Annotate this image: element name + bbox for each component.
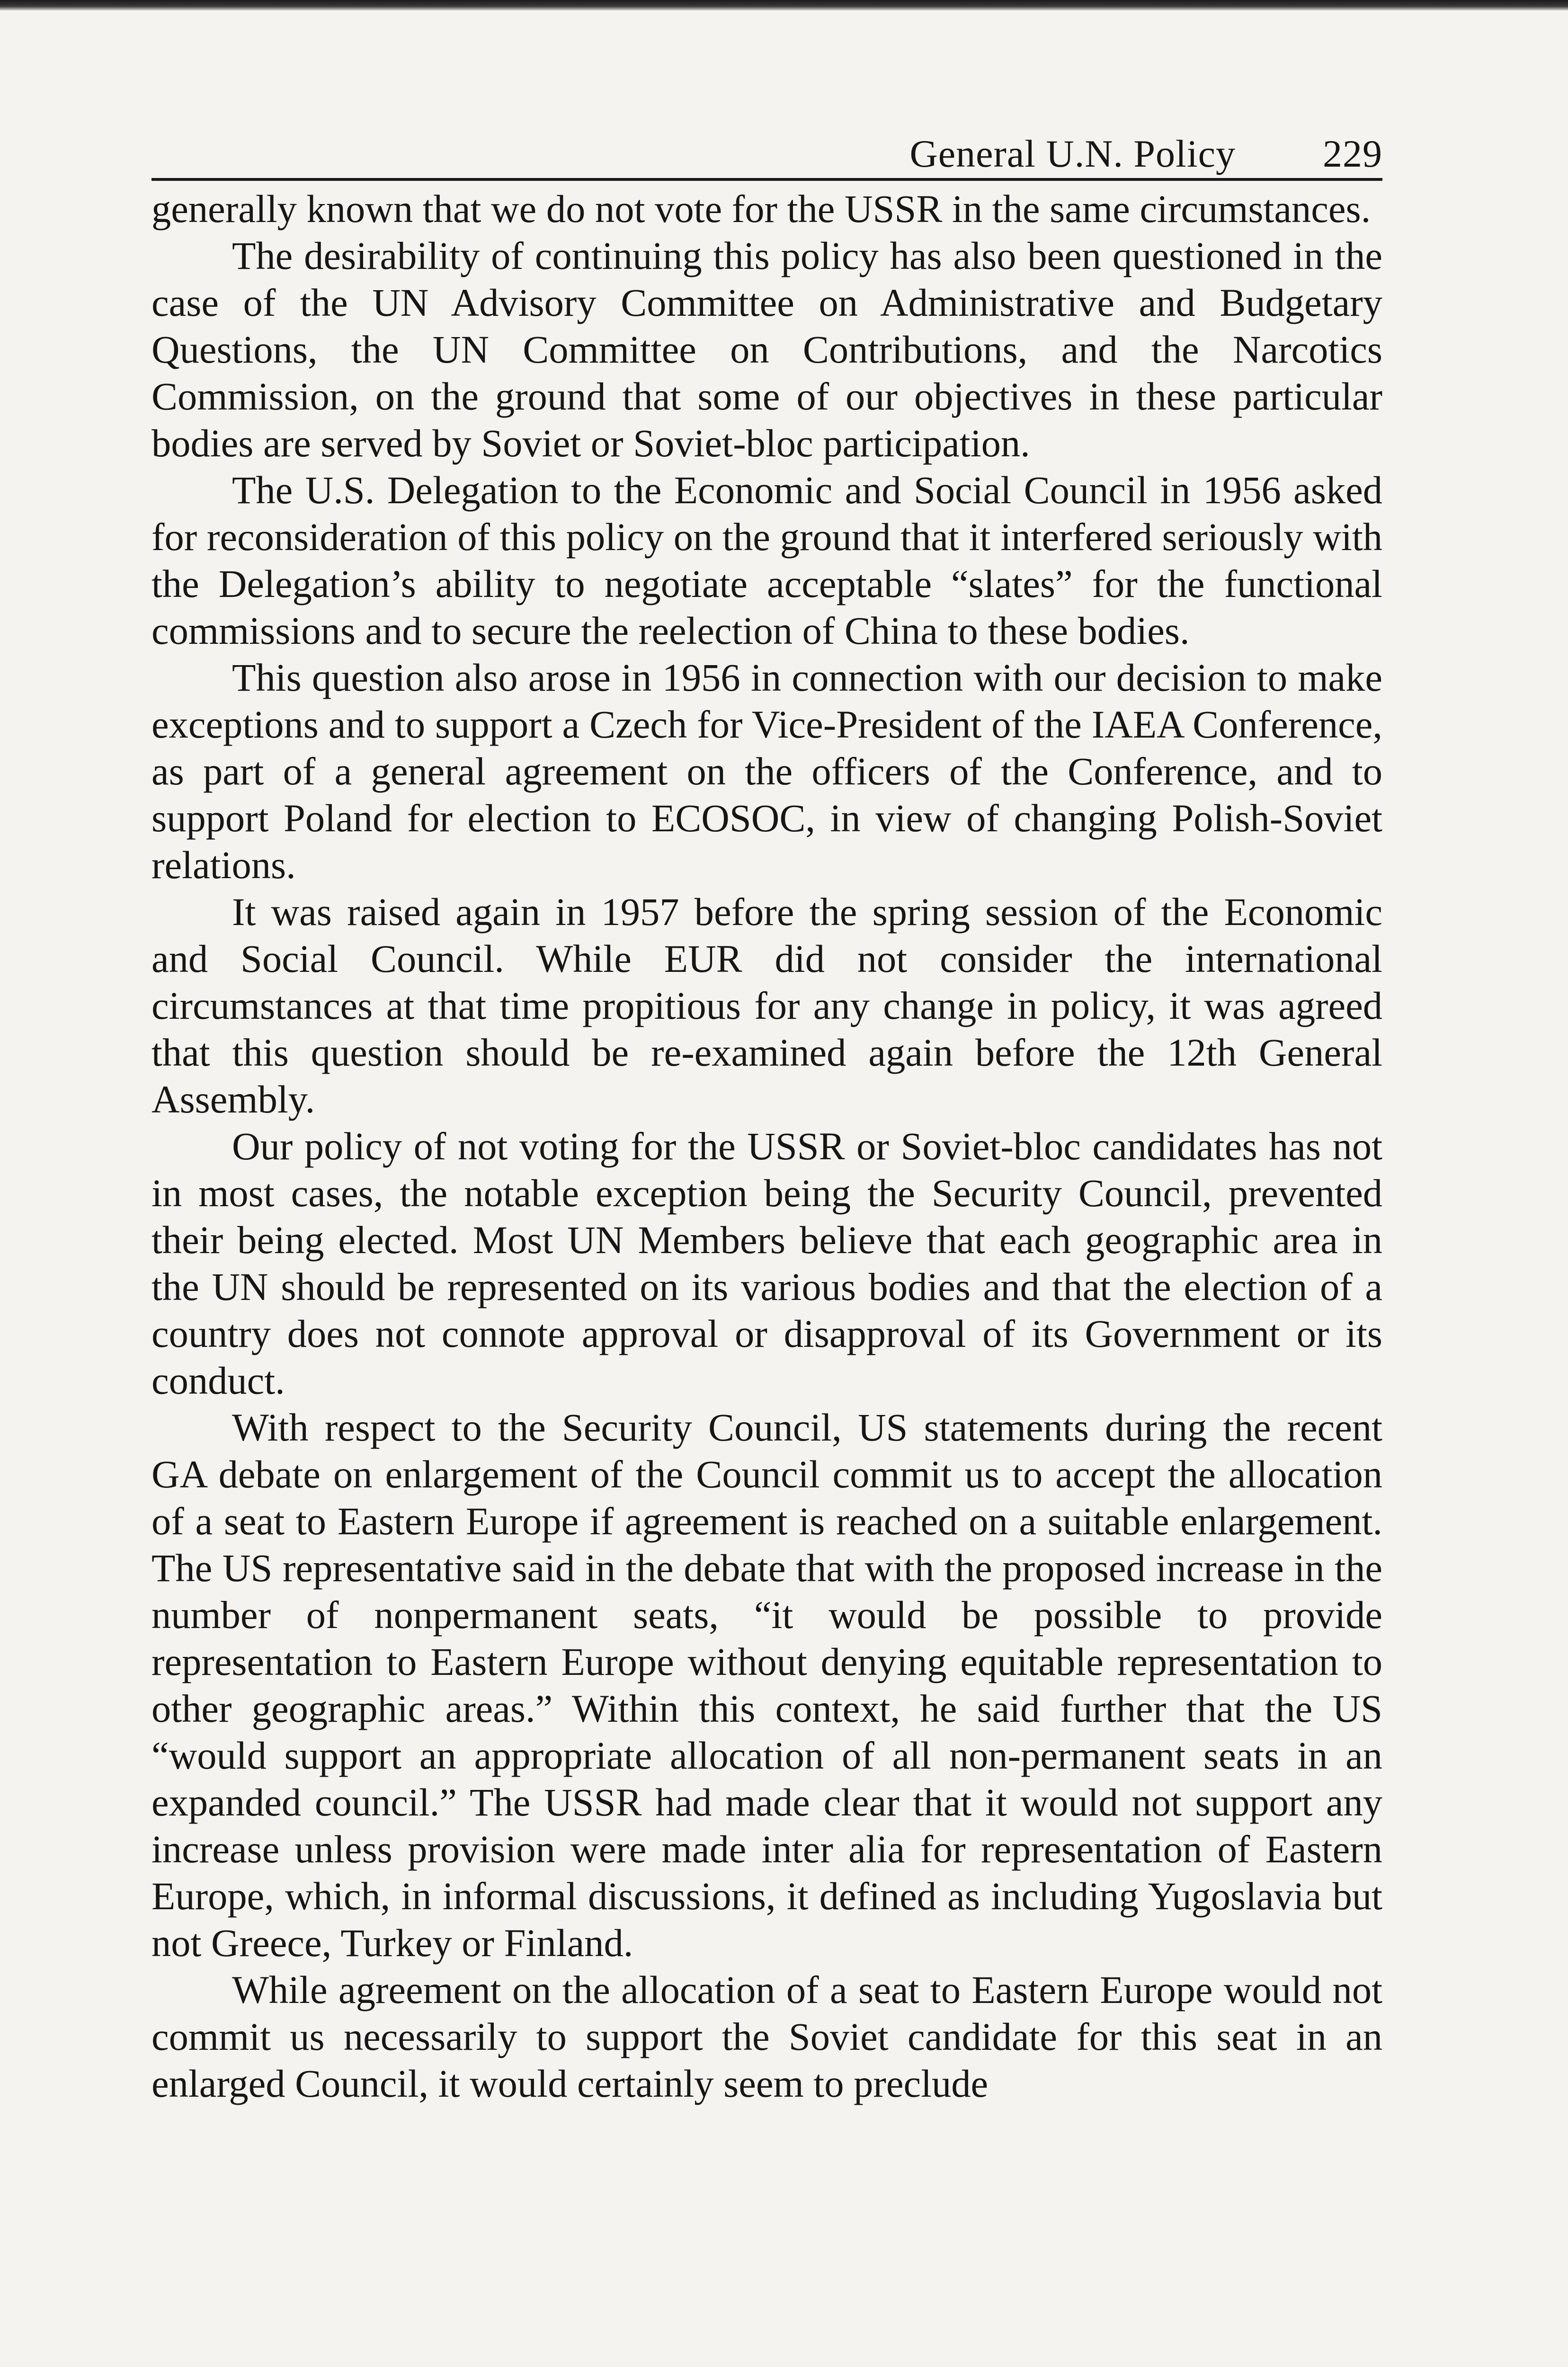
paragraph: Our policy of not voting for the USSR or Soviet-bloc candidates has not in most cases, the notable exception being the Security Council, prevented their being elected. Most UN Members believe that each geographic area in the UN should be represented on its various bodies and that the election of a country does not connote approval or disapproval of its Government or its conduct. xyxy=(151,1124,1382,1402)
running-title: General U.N. Policy xyxy=(909,132,1236,175)
paragraph: This question also arose in 1956 in connection with our decision to make exceptions and to support a Czech for Vice-President of the IAEA Conference, as part of a general agreement on the officers of the Conference, and to support Poland for election to ECOSOC, in view of changing Polish-Soviet relations. xyxy=(151,656,1382,887)
paragraph: The desirability of continuing this policy has also been questioned in the case of the UN Advisory Committee on Administrative and Budgetary Questions, the UN Committee on Contributions, and the Narcotics Commission, on the ground that some of our objectives in these particular bodies are served by Soviet or Soviet-bloc participation. xyxy=(151,234,1382,465)
paragraph: With respect to the Security Council, US statements during the recent GA debate on enlargement of the Council commit us to accept the allocation of a seat to Eastern Europe if agreement is reached on a suitable enlargement. The US representative said in the debate that with the proposed increase in the number of nonpermanent seats, “it would be possible to provide representation to Eastern Europe without denying equitable representation to other geographic areas.” Within this context, he said further that the US “would support an appropriate allocation of all non-permanent seats in an expanded council.” The USSR had made clear that it would not support any increase unless provision were made inter alia for representation of Eastern Europe, which, in informal discussions, it defined as including Yugoslavia but not Greece, Turkey or Finland. xyxy=(151,1406,1382,1965)
running-header xyxy=(151,128,1382,181)
book-page xyxy=(151,128,1382,2107)
paragraph: generally known that we do not vote for the USSR in the same circumstances. xyxy=(151,187,1371,231)
paragraph: While agreement on the allocation of a seat to Eastern Europe would not commit us necessarily to support the Soviet candidate for this seat in an enlarged Council, it would certainly seem to preclude xyxy=(151,1968,1382,2105)
paragraph: The U.S. Delegation to the Economic and Social Council in 1956 asked for reconsideration of this policy on the ground that it interfered seriously with the Delegation’s ability to negotiate acceptable “slates” for the functional commissions and to secure the reelection of China to these bodies. xyxy=(151,468,1382,652)
scan-top-edge xyxy=(0,0,1568,10)
paragraph: It was raised again in 1957 before the spring session of the Economic and Social Council. While EUR did not consider the international circumstances at that time propitious for any change in policy, it was agreed that this question should be re-examined again before the 12th General Assembly. xyxy=(151,890,1382,1121)
page-number: 229 xyxy=(1323,132,1382,175)
body-text xyxy=(151,186,1382,2107)
